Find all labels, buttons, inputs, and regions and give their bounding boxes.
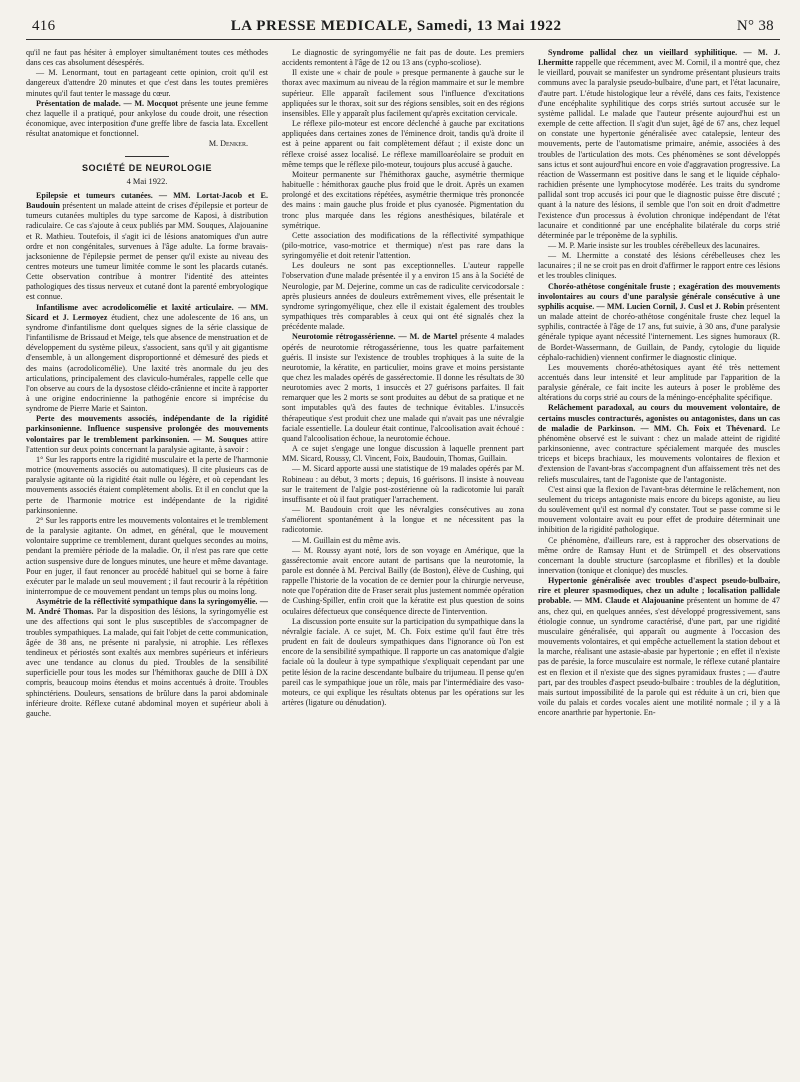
paragraph-title: Infantilisme avec acrodolicomélie et laxité articulaire. — MM. Sicard et J. Lermoyez	[26, 302, 268, 322]
paragraph: Les mouvements choréo-athétosiques ayant été très nettement accentués dans leur intensité et leur amplitude par l'apparition de la paralysie générale, ce fait incite les auteurs à poser le problème des altérations du corps strié au cours de la méningo-encéphalite spécifique.	[538, 362, 780, 403]
paragraph	[538, 282, 780, 363]
paragraph: C'est ainsi que la flexion de l'avant-bras détermine le relâchement, non seulement du triceps antagoniste mais encore du biceps agoniste, au lieu du soulèvement qu'il est normal d'y constater. Tout se passe comme si le mouvement volontaire avait eu pour effet de produire déterminait une inhibition de la rigidité pathologique.	[538, 484, 780, 535]
paragraph-body: attire l'attention sur deux points concernant la paralysie agitante, à savoir :	[26, 434, 268, 454]
section-heading: SOCIÉTÉ DE NEUROLOGIE	[81, 162, 213, 173]
paragraph-title: Syndrome pallidal chez un vieillard syphilitique. — M. J. Lhermitte	[538, 48, 780, 68]
paragraph-body: présente 4 malades opérés de neurotomie rétrogassérienne, tous les quatre parfaitement guéris. Il insiste sur l'existence de troubles trophiques à la suite de la neurotomie, la kératite, en particulier, moins grave et moins persistante que chez les malades opérés de gassérectomie. Il donne les résultats de 30 neurotomies avec 2 morts, 1 insuccès et 27 guérisons parfaites. Il fait remarquer que les 2 morts se sont produites au début de sa pratique et ne sont imputables qu'à des fautes de technique évitables. L'insuccès thérapeutique s'est produit chez une malade qui n'avait pas une névralgie faciale essentielle. La douleur était continue, l'alcoolisation avait échoué : quand l'alcoolisation échoue, la neurotomie échoue.	[282, 332, 524, 443]
column-3	[538, 48, 780, 1076]
page-header	[26, 18, 780, 40]
paragraph: Le diagnostic de syringomyélie ne fait pas de doute. Les premiers accidents remontent à l'âge de 12 ou 13 ans (cypho-scoliose).	[282, 48, 524, 68]
paragraph-body: étudient, chez une adolescente de 16 ans, un syndrome d'infantilisme dont quelques signes de la série classique de l'infantilisme de Brissaud et Meige, tels que absence de menstruation et de développement du système pileux, s'associent, sans qu'il y ait gigantisme d'ensemble, à un allongement disproportionné et démesuré des pieds et des mains (acrodolicomélie). Une laxité très anormale du jeu des articulations, principalement des claviculo-humérales, rappelle celle que l'on observe au cours de la dysostose cléido-crânienne et incite à rapporter à une origine endocrinienne la pathogénie encore si imprécise du syndrome de Pierre Marie et Sainton.	[26, 312, 268, 414]
paragraph-body: présente une jeune femme chez laquelle il a pratiqué, pour ankylose du coude droit, une résection économique, avec interposition d'une greffe libre de fascia lata. Excellent résultat anatomique et fonctionnel.	[26, 98, 268, 139]
paragraph	[538, 48, 780, 241]
paragraph: A ce sujet s'engage une longue discussion à laquelle prennent part MM. Sicard, Roussy, Cl. Vincent, Foix, Baudouin, Thomas, Guillain.	[282, 444, 524, 464]
paragraph	[26, 99, 268, 140]
paragraph	[538, 403, 780, 484]
paragraph-title: Epilepsie et tumeurs cutanées. — MM. Lortat-Jacob et E. Baudouin	[26, 190, 268, 211]
issue-number: N° 38	[736, 18, 774, 34]
paragraph: La discussion porte ensuite sur la participation du sympathique dans la névralgie faciale. A ce sujet, M. Ch. Foix estime qu'il faut être très prudent en fait de douleurs sympathiques dans l'ignorance où l'on est encore de la sensibilité sympathique. Il rapporte un cas anatomique d'algie faciale où la douleur à type sympathique s'expliquait cependant par une petite lésion de la racine descendante bulbaire du trijumeau. Il pense qu'en pareil cas le sympathique joue un rôle, mais par l'intermédiaire des vaso-moteurs, ce qui explique les résultats obtenus par les opérations sur les artères (ligature ou dénudation).	[282, 616, 524, 707]
paragraph: Les douleurs ne sont pas exceptionnelles. L'auteur rappelle l'observation d'une malade présentée il y a environ 15 ans à la Société de Neurologie, par M. Dejerine, comme un cas de radiculite cervicodorsale : après plusieurs années de douleurs extrêmement vives, elle présentait le syndrome syringomyélique, chez elle il existait également des troubles sympathiques très comparables à ceux qui ont été signalés chez la précédente malade.	[282, 261, 524, 332]
paragraph: Le réflexe pilo-moteur est encore déclenché à gauche par excitations appliquées dans certaines zones de l'éminence droit, tandis qu'à droite il est à peine apparent ou fait complètement défaut ; il existe donc un réflexe croisé assez localisé. Le réflexe mamilloaréolaire se produit en même temps que le réflexe pilo-moteur, toujours plus accusé à gauche.	[282, 119, 524, 169]
paragraph-title: Hypertonie généralisée avec troubles d'aspect pseudo-bulbaire, rire et pleurer spasmodiques, chez un adulte ; localisation pallidale probable. — MM. Claude et Alajouanine	[538, 576, 780, 606]
paragraph-body: rappelle que récemment, avec M. Cornil, il a montré que, chez le vieillard, pouvait se manifester un syndrome présentant plusieurs traits communs avec la paralysie pseudo-bulbaire, d'une part, et l'état lacunaire, d'autre part. L'étude histologique leur a révélé, dans ces faits, l'existence d'une encéphalite syphilitique des corps striés surtout accusée sur le système pallidal. Le malade que l'auteur présente aujourd'hui est un exemple de cette affection. Il s'agit d'un sujet, âgé de 67 ans, chez lequel on constate une hypertonie généralisée avec catalepsie, lenteur des mouvements, perte de l'automatisme primaire, anémie, associées à des troubles de l'articulation des mots. Ces phénomènes se sont développés sans ictus et sont aujourd'hui encore en voie d'aggravation progressive. La réaction de Wassermann est positive dans le sang et le liquide céphalo-rachidien présente une lymphocytose modérée. Les traits du syndrome pallidal sont trop accusés ici pour que le diagnostic puisse être discuté ; quant à la nature des lésions, il semble que l'on soit en droit d'admettre l'existence d'un processus à évolution chronique indépendant de l'état lacunaire et conditionné par une encéphalite bilatérale du corps strié déterminée par le tréponème de la syphilis.	[538, 58, 780, 240]
paragraph: — M. Lhermitte a constaté des lésions cérébelleuses chez les lacunaires ; il ne se croit pas en droit d'affirmer le rapport entre ces lésions et les troubles cliniques.	[538, 251, 780, 281]
paragraph: Ce phénomène, d'ailleurs rare, est à rapprocher des observations de même ordre de Ramsay Hunt et de Strümpell et des observations concernant la double structure (sarcoplasme et fibrilles) et la double innervation (tonique et clonique) des muscles.	[538, 535, 780, 575]
paragraph-title: Relâchement paradoxal, au cours du mouvement volontaire, de certains muscles contracturés, agonistes ou antagonistes, dans un cas de maladie de Parkinson. — MM. Ch. Foix et Thévenard.	[538, 403, 780, 433]
paragraph: — M. Guillain est du même avis.	[292, 535, 401, 545]
paragraph: — M. Baudouin croit que les névralgies consécutives au zona s'améliorent spontanément à la longue et ne nécessitent pas la radicotomie.	[282, 505, 524, 535]
journal-title: LA PRESSE MEDICALE, Samedi, 13 Mai 1922	[230, 18, 562, 34]
paragraph: — M. Lenormant, tout en partageant cette opinion, croit qu'il est dangereux d'attendre 20 minutes et que c'est dans les toutes premières minutes qu'il faut tenter le massage du cœur.	[26, 68, 268, 98]
paragraph-title: Perte des mouvements associés, indépendante de la rigidité parkinsonienne. Influence suspensive prolongée des mouvements volontaires par le tremblement parkinsonien. — M. Souques	[26, 414, 268, 444]
text-columns	[26, 48, 780, 1076]
paragraph-title: Présentation de malade. — M. Mocquot	[36, 98, 178, 108]
divider	[125, 156, 169, 157]
paragraph-body: présentent un malade atteint de choréo-athétose congénitale fruste chez lequel la syphilis, contractée à l'âge de 17 ans, fut suivie, à 30 ans, d'une paralysie générale typique ayant nécessité l'internement. Les signes humoraux (R. de Bordet-Wassermann, de Guillain, de Pandy, cytologie du liquide céphalo-rachidien) viennent confirmer le diagnostic clinique.	[538, 301, 780, 362]
paragraph	[26, 191, 268, 303]
paragraph-body: Par la disposition des lésions, la syringomyélie est une des affections qui sont le plus susceptibles de s'accompagner de troubles sympathiques. La malade, qui fait l'objet de cette communication, âgée de 38 ans, ne présente ni paralysie, ni atrophie. Les réflexes tendineux et périostés sont exaltés aux membres supérieurs et inférieurs avec une tendance au clonus du pied. Troubles de la sensibilité superficielle pour tous les modes sur l'hémithorax gauche de DIII à DX compris, beaucoup moins étendus et moins accentués à droite. Troubles sphinctériens. Douleurs, sensations de brûlure dans la paroi abdominale inférieure droite. Réflexe cutané abdominal moyen et supérieur aboli à gauche.	[26, 607, 268, 718]
paragraph-body: présentent un homme de 47 ans, chez qui, en quelques années, s'est développé progressivement, sans étiologie connue, un syndrome caractérisé, d'une part, par une rigidité musculaire généralisée, qui apparaît ou augmente à l'occasion des mouvements volontaires, et qui empêche actuellement la station debout et la marche, réalisant une astasie-abasie par hypertonie ; en effet il n'existe pas de parésie, la force musculaire est normale, le réflexe cutané plantaire est en flexion et il n'existe que des signes pyramidaux frustes ; — d'autre part, par des troubles d'aspect pseudo-bulbaire : troubles de la déglutition, mais surtout impossibilité de la parole qui est réduite à un cri, bien que voile du palais et cordes vocales aient une motilité normale ; il y a là encore anarthrie par hypertonie. En-	[538, 596, 780, 718]
paragraph	[26, 303, 268, 415]
paragraph	[282, 332, 524, 444]
paragraph-title: Choréo-athétose congénitale fruste ; exagération des mouvements involontaires au cours d'une paralysie générale consécutive à une syphilis acquise. — MM. Lucien Cornil, J. Cusl et J. Robin	[538, 281, 780, 311]
paragraph: Moiteur permanente sur l'hémithorax gauche, asymétrie thermique habituelle : hémithorax gauche plus froid que le droit. Après un examen prolongé et des excitations répétées, asymétrie thermique très prononcée des mains : main gauche plus froide et plus cyanosée. Pigmentation du tronc plus marquée dans les régions anesthésiques, bilatérale et symétrique.	[282, 169, 524, 230]
paragraph	[26, 414, 268, 455]
page-number: 416	[32, 18, 56, 34]
column-1	[26, 48, 268, 1076]
column-2	[282, 48, 524, 1076]
paragraph-title: Neurotomie rétrogassérienne. — M. de Martel	[292, 332, 458, 342]
signature: M. Denker.	[208, 139, 248, 149]
paragraph: Il existe une « chair de poule » presque permanente à gauche sur le thorax avec maximum au niveau de la région mammaire et sur le membre supérieur. Elle apparaît facilement sous l'influence d'excitations appliquées sur le thorax, soit sur des régions sensibles, soit en des régions insensibles. Elle y apparaît plus facilement qu'après excitation cervicale.	[282, 68, 524, 118]
paragraph-title: Asymétrie de la réflectivité sympathique dans la syringomyélie. — M. André Thomas.	[26, 597, 268, 617]
paragraph: — M. Sicard apporte aussi une statistique de 19 malades opérés par M. Robineau : au début, 3 morts ; depuis, 16 guérisons. Il insiste à nouveau sur le traitement de l'algie post-zostérienne où la radicotomie lui paraît insuffisante et où il faut pratiquer l'arrachement.	[282, 464, 524, 504]
paragraph	[26, 597, 268, 719]
paragraph: — M. Roussy ayant noté, lors de son voyage en Amérique, que la gassérectomie avait encore autant de partisans que la neurotomie, la parole est donnée à M. Percival Bailly (de Boston), élève de Cushing, qui rappelle l'historie de la vocation de ce dernier pour la chirurgie nerveuse, note que l'opération dite de Fraser serait plus justement nommée opération de Cushing-Spiller, enfin croit que la kératite est plus question de soins oculaires défectueux que conséquence directe de l'intervention.	[282, 545, 524, 616]
paragraph: Cette association des modifications de la réflectivité sympathique (pilo-motrice, vaso-motrice et thermique) n'est pas rare dans la syringomyélie et doit retenir l'attention.	[282, 230, 524, 261]
paragraph: 1° Sur les rapports entre la rigidité musculaire et la perte de l'harmonie motrice (mouvements associés ou automatiques). Il cite plusieurs cas de paralysie agitante où la rigidité était nulle ou légère, et où cependant les mouvements associés étaient complètement abolis. Et il en conclut que la perte de l'harmonie motrice est indépendante de la rigidité parkinsonienne.	[26, 454, 268, 515]
paragraph: qu'il ne faut pas hésiter à employer simultanément toutes ces méthodes dans ces cas absolument désespérés.	[26, 48, 268, 68]
paragraph-body: présentent un malade atteint de crises d'épilepsie et porteur de tumeurs cutanées multiples du type sarcome de Kaposi, à distribution radiculaire. Ce cas s'ajoute à ceux publiés par MM. Souques, Alajouanine et R. Mathieu. Toutefois, il s'agit ici de lésions anatomiques d'un autre ordre et non congénitales, survenues à l'âge adulte. La forme bravais-jacksonienne de l'épilepsie permet de penser qu'il existe au niveau des centres moteurs une tumeur limitée comme le sont les placards cutanés. Cette observation contribue à montrer l'identité des atteintes pathologiques des tissus nerveux et cutané dont la parenté embryologique est connue.	[26, 201, 268, 302]
section-date: 4 Mai 1922.	[126, 176, 168, 186]
paragraph: — M. P. Marie insiste sur les troubles cérébelleux des lacunaires.	[548, 240, 760, 250]
paragraph-body: Le phénomène observé est le suivant : chez un malade atteint de rigidité parkinsonienne, avec contracture spécialement marquée des muscles triceps et biceps brachiaux, les mouvements volontaires de flexion et d'extension de l'avant-bras s'accompagnent d'un affaissement très net des reliefs musculaires, tant de l'agoniste que de l'antagoniste.	[538, 423, 780, 484]
paragraph: 2° Sur les rapports entre les mouvements volontaires et le tremblement de la paralysie agitante. On admet, en général, que le mouvement volontaire supprime ce tremblement, durant quelques secondes au moins, pendant la première période de la maladie. Or, il n'est pas rare que cette action suspensive dure de longues minutes, une heure et même davantage. Pour en juger, il faut renoncer au procédé habituel qui se borne à faire exécuter par le malade un seul mouvement ; il faut recourir à la répétition ininterrompue de ce mouvement pendant un temps plus ou moins long.	[26, 515, 268, 596]
paragraph	[538, 576, 780, 718]
